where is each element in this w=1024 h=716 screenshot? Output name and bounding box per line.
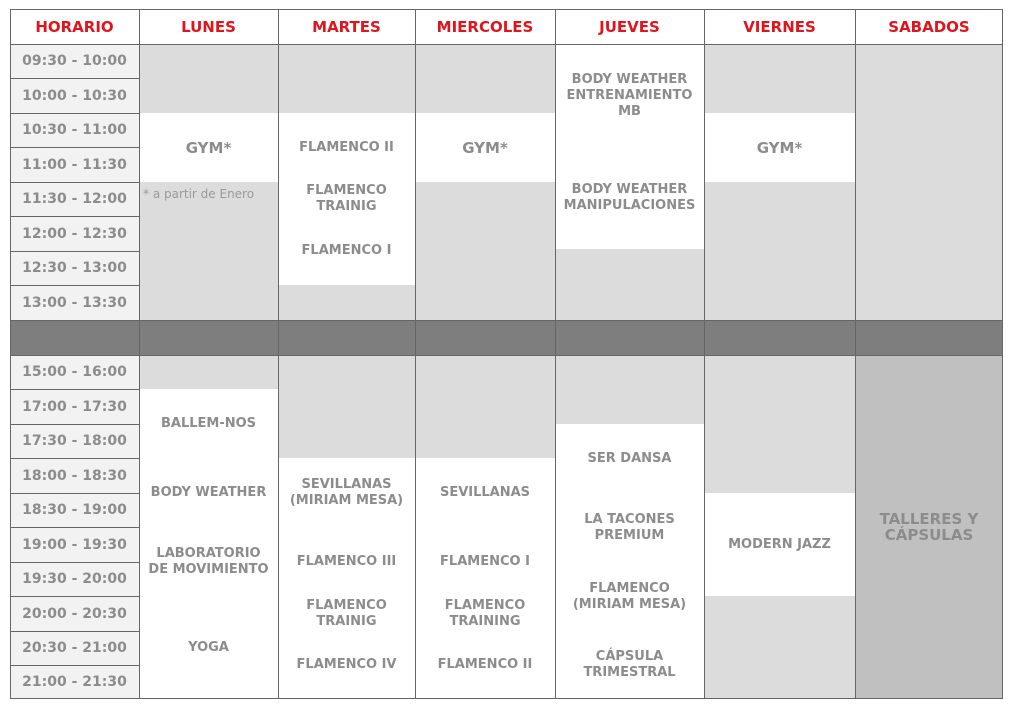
- class-jueves-body-weather-manip[interactable]: BODY WEATHER MANIPULACIONES: [555, 147, 704, 249]
- empty-slot: [278, 355, 415, 458]
- time-slot: 19:00 - 19:30: [10, 527, 139, 562]
- empty-slot: [415, 355, 555, 458]
- grid-vertical-line: [278, 9, 279, 699]
- header-horario: HORARIO: [10, 9, 139, 44]
- grid-horizontal-line: [10, 44, 1003, 45]
- class-miercoles-sevillanas[interactable]: SEVILLANAS: [415, 458, 555, 527]
- time-slot: 12:30 - 13:00: [10, 251, 139, 285]
- time-slot: 11:30 - 12:00: [10, 182, 139, 216]
- empty-slot: [704, 44, 855, 113]
- time-slot: 10:00 - 10:30: [10, 78, 139, 113]
- grid-horizontal-line: [10, 9, 1003, 10]
- time-slot: 17:00 - 17:30: [10, 389, 139, 424]
- grid-horizontal-line: [10, 182, 139, 183]
- time-slot: 20:30 - 21:00: [10, 631, 139, 665]
- empty-slot: [704, 182, 855, 320]
- header-lunes: LUNES: [139, 9, 278, 44]
- class-jueves-body-weather-mb[interactable]: BODY WEATHER ENTRENAMIENTO MB: [555, 44, 704, 147]
- grid-horizontal-line: [10, 147, 139, 148]
- class-viernes-gym[interactable]: GYM*: [704, 113, 855, 182]
- empty-slot: [415, 182, 555, 320]
- grid-horizontal-line: [10, 527, 139, 528]
- grid-horizontal-line: [10, 698, 1003, 699]
- class-lunes-gym[interactable]: GYM*: [139, 113, 278, 182]
- header-miercoles: MIERCOLES: [415, 9, 555, 44]
- class-jueves-ser-dansa[interactable]: SER DANSA: [555, 424, 704, 493]
- grid-vertical-line: [855, 9, 856, 699]
- class-martes-flamenco-trainig[interactable]: FLAMENCO TRAINIG: [278, 182, 415, 216]
- grid-horizontal-line: [10, 113, 139, 114]
- grid-vertical-line: [1002, 9, 1003, 699]
- class-martes-flamenco-i[interactable]: FLAMENCO I: [278, 216, 415, 285]
- empty-slot: [415, 44, 555, 113]
- time-slot: 15:00 - 16:00: [10, 355, 139, 389]
- class-viernes-modern-jazz[interactable]: MODERN JAZZ: [704, 493, 855, 596]
- empty-slot: [704, 596, 855, 699]
- class-miercoles-gym[interactable]: GYM*: [415, 113, 555, 182]
- time-slot: 10:30 - 11:00: [10, 113, 139, 147]
- grid-horizontal-line: [10, 355, 1003, 356]
- class-miercoles-flamenco-training[interactable]: FLAMENCO TRAINING: [415, 596, 555, 631]
- empty-slot: [139, 44, 278, 113]
- class-miercoles-flamenco-ii[interactable]: FLAMENCO II: [415, 631, 555, 699]
- header-martes: MARTES: [278, 9, 415, 44]
- empty-slot: [139, 355, 278, 389]
- time-slot: 21:00 - 21:30: [10, 665, 139, 699]
- header-sabados: SABADOS: [855, 9, 1003, 44]
- empty-slot: [555, 355, 704, 424]
- grid-horizontal-line: [10, 458, 139, 459]
- empty-slot: [855, 44, 1003, 320]
- time-slot: 12:00 - 12:30: [10, 216, 139, 251]
- grid-vertical-line: [555, 9, 556, 699]
- grid-horizontal-line: [10, 78, 139, 79]
- note-enero: * a partir de Enero: [139, 182, 278, 320]
- time-slot: 18:00 - 18:30: [10, 458, 139, 493]
- class-lunes-laboratorio[interactable]: LABORATORIO DE MOVIMIENTO: [139, 527, 278, 596]
- empty-slot: [278, 285, 415, 320]
- time-slot: 17:30 - 18:00: [10, 424, 139, 458]
- grid-horizontal-line: [10, 320, 1003, 321]
- grid-horizontal-line: [10, 562, 139, 563]
- empty-slot: [278, 44, 415, 113]
- grid-horizontal-line: [10, 631, 139, 632]
- class-martes-flamenco-ii[interactable]: FLAMENCO II: [278, 113, 415, 182]
- grid-vertical-line: [704, 9, 705, 699]
- class-lunes-body-weather[interactable]: BODY WEATHER: [139, 458, 278, 527]
- class-martes-sevillanas[interactable]: SEVILLANAS (MIRIAM MESA): [278, 458, 415, 527]
- header-viernes: VIERNES: [704, 9, 855, 44]
- grid-horizontal-line: [10, 285, 139, 286]
- class-martes-flamenco-trainig-2[interactable]: FLAMENCO TRAINIG: [278, 596, 415, 631]
- grid-horizontal-line: [10, 665, 139, 666]
- class-martes-flamenco-iv[interactable]: FLAMENCO IV: [278, 631, 415, 699]
- class-martes-flamenco-iii[interactable]: FLAMENCO III: [278, 527, 415, 596]
- class-jueves-flamenco-miriam[interactable]: FLAMENCO (MIRIAM MESA): [555, 562, 704, 631]
- grid-vertical-line: [139, 9, 140, 699]
- grid-horizontal-line: [10, 596, 139, 597]
- class-lunes-yoga[interactable]: YOGA: [139, 596, 278, 699]
- grid-vertical-line: [415, 9, 416, 699]
- class-miercoles-flamenco-i[interactable]: FLAMENCO I: [415, 527, 555, 596]
- grid-horizontal-line: [10, 424, 139, 425]
- time-slot: 09:30 - 10:00: [10, 44, 139, 78]
- time-slot: 18:30 - 19:00: [10, 493, 139, 527]
- class-jueves-capsula[interactable]: CÁPSULA TRIMESTRAL: [555, 631, 704, 699]
- grid-horizontal-line: [10, 251, 139, 252]
- class-sabados-talleres[interactable]: TALLERES Y CÁPSULAS: [855, 355, 1003, 699]
- grid-horizontal-line: [10, 493, 139, 494]
- class-jueves-la-tacones[interactable]: LA TACONES PREMIUM: [555, 493, 704, 562]
- empty-slot: [704, 355, 855, 493]
- grid-horizontal-line: [10, 389, 139, 390]
- grid-horizontal-line: [10, 216, 139, 217]
- class-lunes-ballem-nos[interactable]: BALLEM-NOS: [139, 389, 278, 458]
- header-jueves: JUEVES: [555, 9, 704, 44]
- time-slot: 20:00 - 20:30: [10, 596, 139, 631]
- time-slot: 19:30 - 20:00: [10, 562, 139, 596]
- empty-slot: [555, 249, 704, 320]
- time-slot: 11:00 - 11:30: [10, 147, 139, 182]
- time-slot: 13:00 - 13:30: [10, 285, 139, 320]
